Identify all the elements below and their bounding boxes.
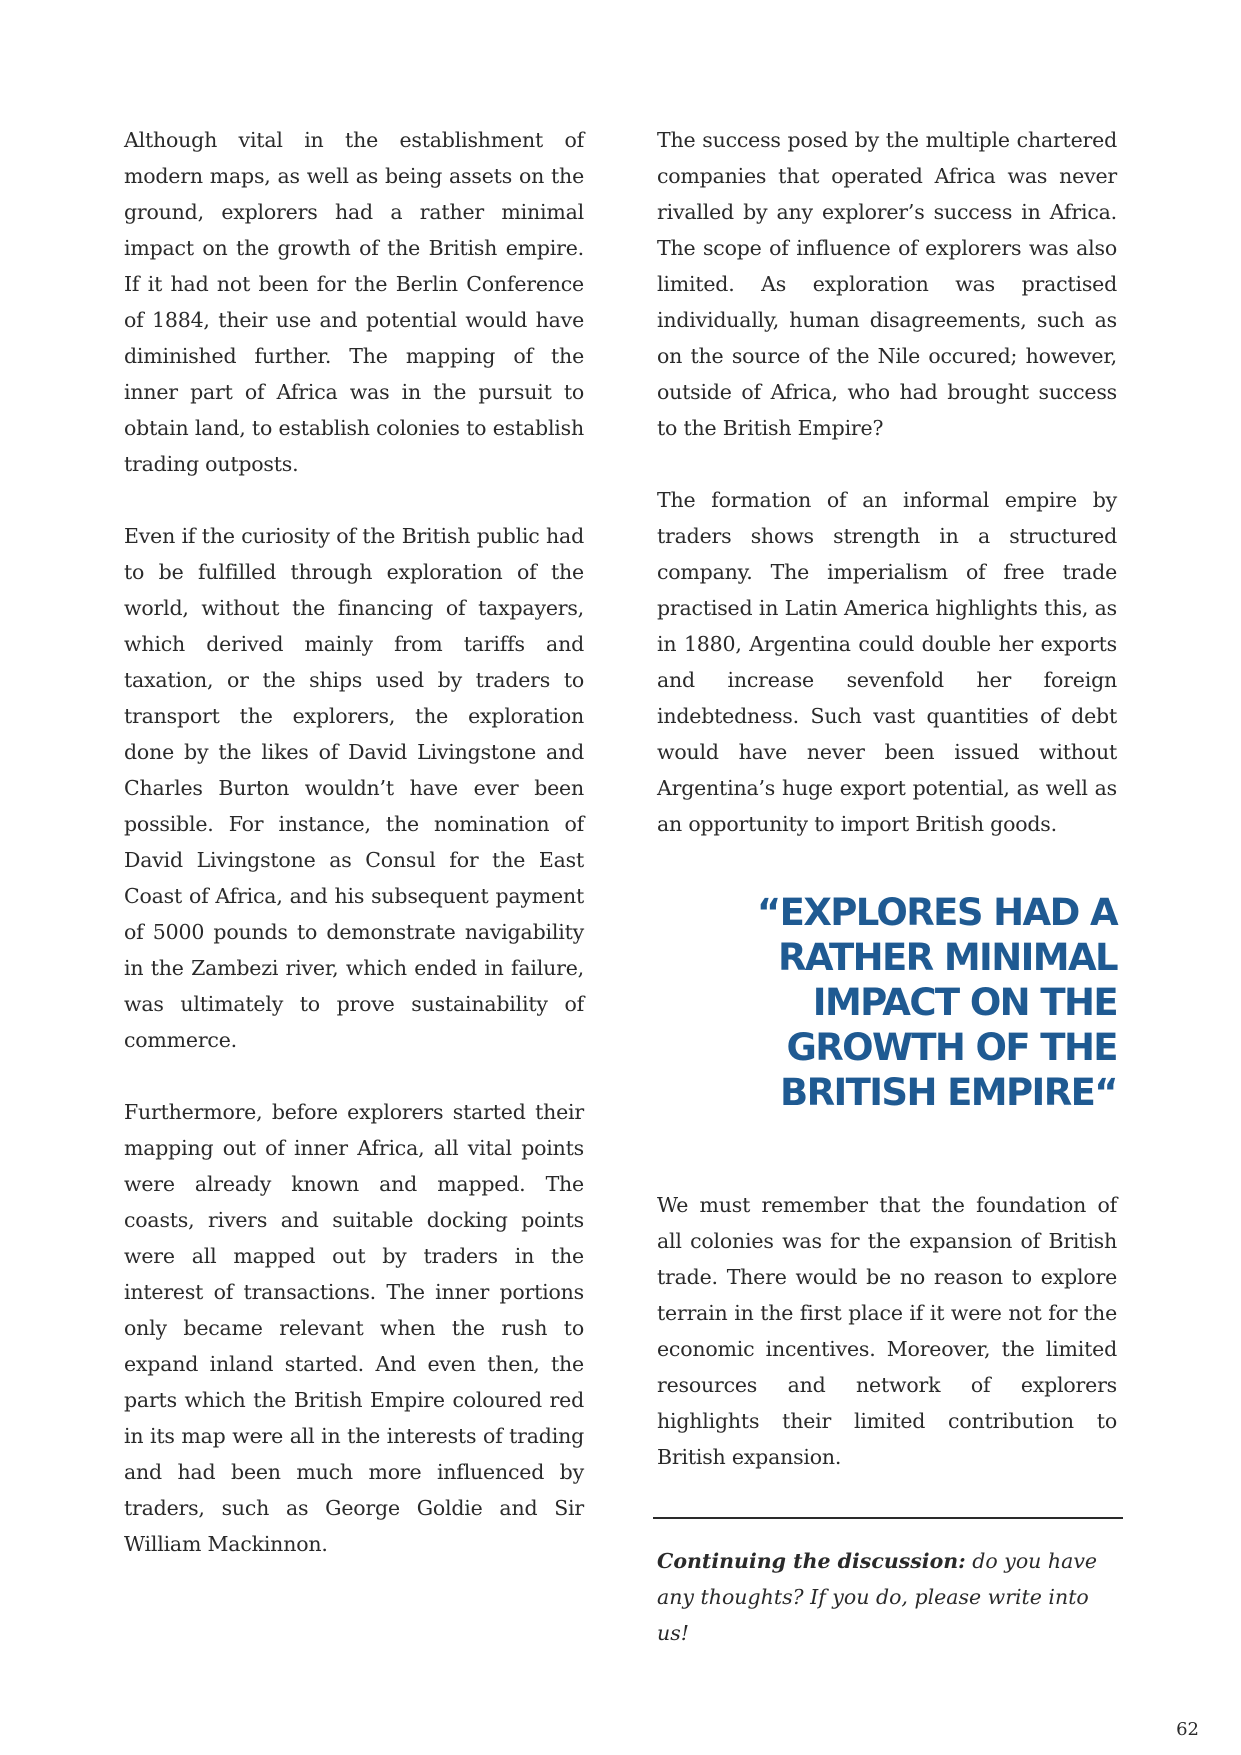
discussion-lead: Continuing the discussion:: [657, 1549, 966, 1573]
body-paragraph: Furthermore, before explorers started their mapping out of inner Africa, all vital points were already known and mapped. The coasts, rivers and suitable docking points were all mapped out by traders in the interest of transactions. The inner portions only became relevant when the rush to expand inland started. And even then, the parts which the British Empire coloured red in its map were all in the interests of trading and had been much more influenced by traders, such as George Goldie and Sir William Mackinnon.: [124, 1100, 584, 1556]
left-column: [124, 122, 584, 1562]
body-paragraph: The formation of an informal empire by traders shows strength in a structured company. The imperialism of free trade practised in Latin America highlights this, as in 1880, Argentina could double her exports and increase sevenfold her foreign indebtedness. Such vast quantities of debt would have never been issued without Argentina’s huge export potential, as well as an opportunity to import British goods.: [657, 488, 1117, 836]
discussion-text: do you have any thoughts? If you do, please write into us!: [657, 1549, 1098, 1645]
discussion-prompt: [657, 1543, 1117, 1651]
body-paragraph: Even if the curiosity of the British public had to be fulfilled through exploration of the world, without the financing of taxpayers, which derived mainly from tariffs and taxation, or the ships used by traders to transport the explorers, the exploration done by the likes of David Livingstone and Charles Burton wouldn’t have ever been possible. For instance, the nomination of David Livingstone as Consul for the East Coast of Africa, and his subsequent payment of 5000 pounds to demonstrate navigability in the Zambezi river, which ended in failure, was ultimately to prove sustainability of commerce.: [124, 524, 584, 1052]
body-paragraph: The success posed by the multiple chartered companies that operated Africa was never rivalled by any explorer’s success in Africa. The scope of influence of explorers was also limited. As exploration was practised individually, human disagreements, such as on the source of the Nile occured; however, outside of Africa, who had brought success to the British Empire?: [657, 128, 1117, 440]
page-number: 62: [1176, 1719, 1199, 1740]
pull-quote: “EXPLORES HAD A RATHER MINIMAL IMPACT ON THE GROWTH OF THE BRITISH EMPIRE“: [756, 891, 1117, 1114]
body-paragraph: We must remember that the foundation of all colonies was for the expansion of British trade. There would be no reason to explore terrain in the first place if it were not for the economic incentives. Moreover, the limited resources and network of explorers highlights their limited contribution to British expansion.: [657, 1193, 1117, 1469]
body-paragraph: Although vital in the establishment of modern maps, as well as being assets on the ground, explorers had a rather minimal impact on the growth of the British empire. If it had not been for the Berlin Conference of 1884, their use and potential would have diminished further. The mapping of the inner part of Africa was in the pursuit to obtain land, to establish colonies to establish trading outposts.: [124, 128, 584, 476]
section-divider: [653, 1517, 1123, 1519]
right-column: [657, 122, 1117, 1651]
